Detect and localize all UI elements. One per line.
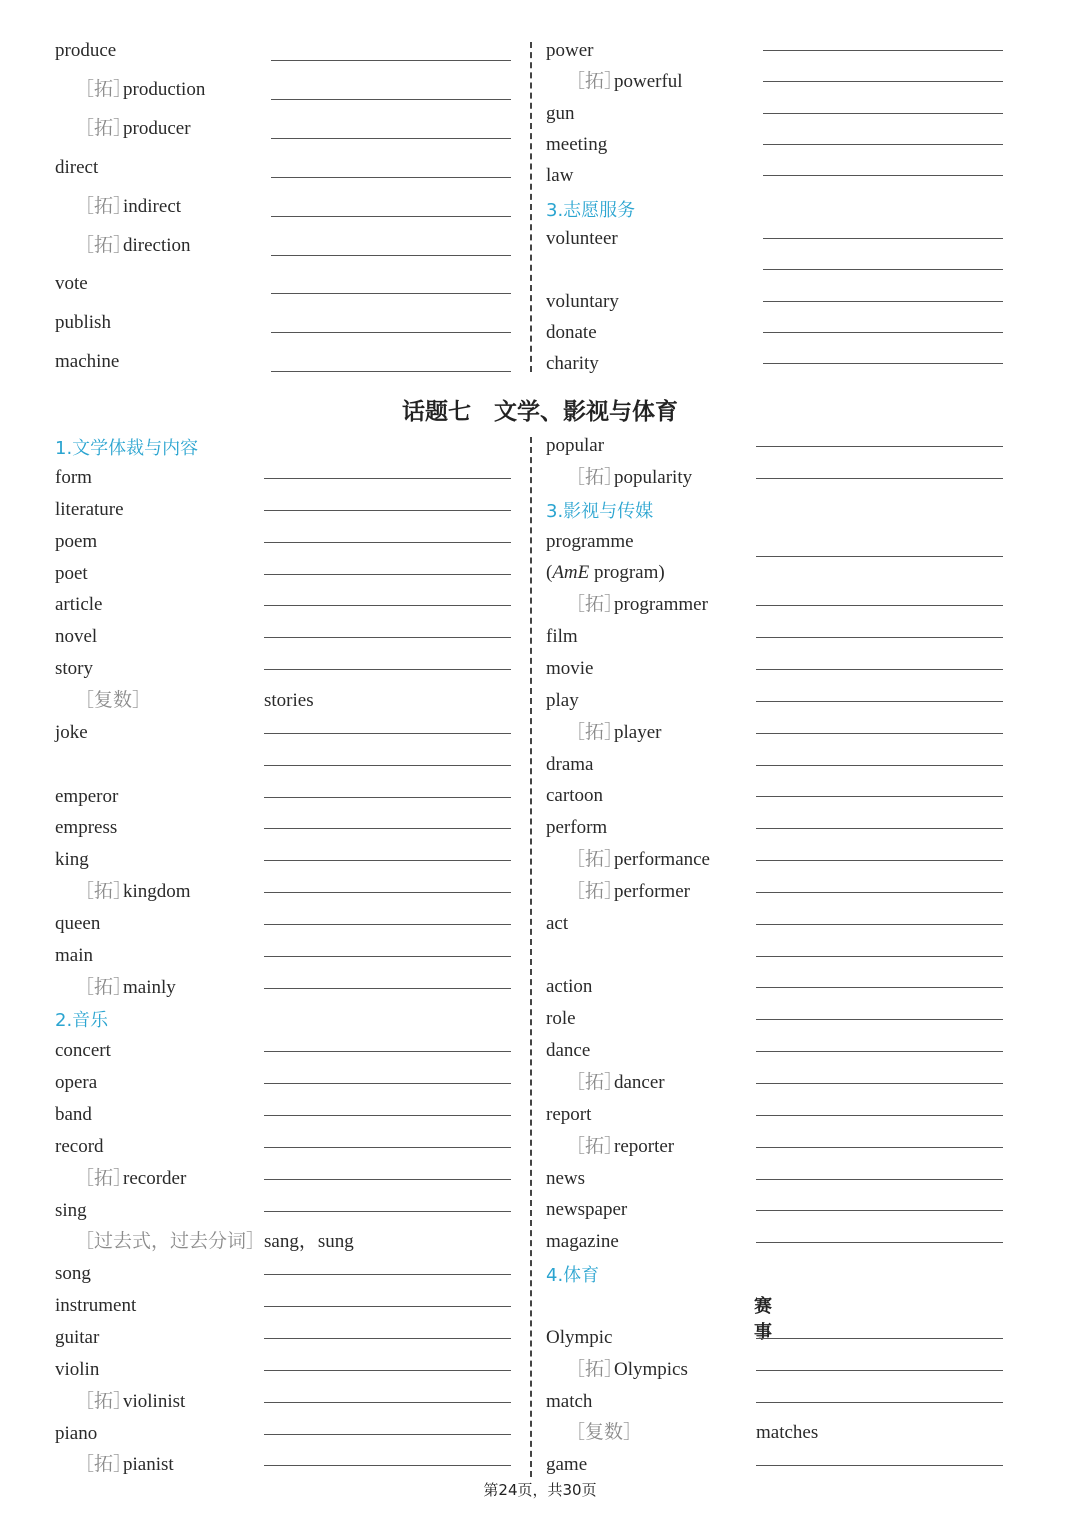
answer-blank[interactable]	[763, 332, 1003, 333]
vocab-word: dancer	[614, 1072, 665, 1093]
answer-blank[interactable]	[756, 987, 1003, 988]
vocab-word: perform	[546, 817, 608, 839]
answer-blank[interactable]	[264, 892, 511, 893]
answer-blank[interactable]	[763, 363, 1003, 364]
vocab-word: guitar	[55, 1326, 100, 1348]
tag-label: ［拓］	[75, 1167, 133, 1189]
vocab-word: volunteer	[546, 228, 618, 249]
tag-label: ［拓］	[75, 117, 133, 139]
vocab-word: charity	[546, 353, 599, 375]
answer-blank[interactable]	[756, 556, 1003, 557]
tag-label: ［拓］	[75, 78, 133, 100]
vocab-word: programme	[546, 530, 634, 552]
answer-blank[interactable]	[271, 216, 511, 217]
answer-blank[interactable]	[756, 1242, 1003, 1243]
vocab-word: dance	[546, 1040, 591, 1062]
answer-blank[interactable]	[756, 478, 1003, 479]
answer-blank[interactable]	[763, 144, 1003, 145]
vocab-word: empress	[55, 817, 118, 839]
answer-blank[interactable]	[264, 956, 511, 957]
answer-blank[interactable]	[271, 99, 511, 100]
vocab-word: poem	[55, 530, 98, 552]
answer-blank[interactable]	[763, 238, 1003, 239]
tag-label: ［拓］	[566, 466, 624, 488]
answer-text: stories	[264, 689, 314, 711]
answer-blank[interactable]	[756, 1115, 1003, 1116]
vocab-word: programmer	[614, 594, 708, 616]
answer-blank[interactable]	[756, 860, 1003, 861]
answer-blank[interactable]	[264, 924, 511, 925]
vocab-word: machine	[55, 351, 120, 373]
answer-text: matches	[756, 1422, 819, 1444]
sport-event-label: 赛事	[754, 1295, 772, 1343]
answer-blank[interactable]	[264, 510, 511, 511]
vocab-word: gun	[546, 102, 575, 124]
vocab-word: direction	[123, 234, 191, 256]
vocab-word: (AmE program)	[546, 562, 665, 584]
vocab-word: popularity	[614, 466, 693, 488]
tag-label: ［拓］	[75, 234, 133, 256]
answer-blank[interactable]	[264, 1402, 511, 1403]
vocab-word: story	[55, 658, 93, 680]
tag-label: ［拓］	[566, 594, 624, 616]
answer-blank[interactable]	[264, 1179, 511, 1180]
vocab-word: drama	[546, 753, 594, 775]
answer-blank[interactable]	[264, 605, 511, 606]
answer-blank[interactable]	[756, 733, 1003, 734]
tag-label: ［拓］	[75, 195, 133, 217]
answer-blank[interactable]	[756, 892, 1003, 893]
vocab-word: donate	[546, 321, 597, 343]
vocab-word: voluntary	[546, 290, 619, 312]
answer-blank[interactable]	[756, 1402, 1003, 1403]
vocab-word: form	[55, 467, 92, 488]
vocab-word: song	[55, 1263, 91, 1285]
vocab-word: concert	[55, 1040, 111, 1062]
vocab-word: article	[55, 594, 103, 616]
answer-blank[interactable]	[264, 1115, 511, 1116]
vocab-word: film	[546, 626, 578, 648]
vocab-word: emperor	[55, 785, 119, 807]
vocab-word: opera	[55, 1072, 98, 1094]
answer-blank[interactable]	[264, 733, 511, 734]
answer-blank[interactable]	[271, 293, 511, 294]
tag-label: ［复数］	[75, 689, 152, 711]
tag-label: ［拓］	[566, 721, 624, 743]
answer-blank[interactable]	[756, 1210, 1003, 1211]
vocab-word: movie	[546, 657, 594, 679]
vocab-word: act	[546, 912, 569, 934]
vocab-word: kingdom	[123, 881, 191, 903]
vocab-word: game	[546, 1454, 588, 1476]
answer-blank[interactable]	[763, 81, 1003, 82]
answer-blank[interactable]	[763, 301, 1003, 302]
answer-blank[interactable]	[271, 371, 511, 372]
answer-blank[interactable]	[264, 1274, 511, 1275]
answer-blank[interactable]	[756, 1465, 1003, 1466]
answer-blank[interactable]	[271, 60, 511, 61]
vocab-word: magazine	[546, 1231, 619, 1253]
answer-blank[interactable]	[271, 255, 511, 256]
vocab-word: king	[55, 849, 89, 871]
tag-label: ［拓］	[566, 880, 624, 902]
vocab-word: publish	[55, 312, 111, 334]
answer-blank[interactable]	[756, 605, 1003, 606]
vocab-word: produce	[55, 40, 117, 61]
vocab-word: player	[614, 721, 662, 743]
answer-blank[interactable]	[264, 637, 511, 638]
vocab-word: pianist	[123, 1454, 174, 1476]
vocab-word: sing	[55, 1199, 87, 1221]
vocab-word: play	[546, 689, 579, 711]
answer-blank[interactable]	[756, 1338, 1003, 1339]
vocab-word: Olympic	[546, 1326, 613, 1348]
vocab-word: meeting	[546, 133, 608, 155]
tag-label: ［拓］	[566, 1358, 624, 1380]
vocab-word: powerful	[614, 71, 683, 93]
vocab-word: vote	[55, 273, 88, 295]
answer-blank[interactable]	[756, 828, 1003, 829]
answer-blank[interactable]	[271, 332, 511, 333]
vocab-word: popular	[546, 435, 605, 456]
vocab-word: cartoon	[546, 785, 603, 807]
tag-label: ［拓］	[566, 1135, 624, 1157]
tag-label: ［拓］	[566, 1072, 624, 1093]
vocab-word: direct	[55, 156, 99, 178]
vocab-word: news	[546, 1167, 586, 1189]
answer-blank[interactable]	[756, 956, 1003, 957]
vocab-word: report	[546, 1103, 592, 1125]
answer-blank[interactable]	[763, 269, 1003, 270]
answer-blank[interactable]	[271, 177, 511, 178]
answer-blank[interactable]	[264, 1051, 511, 1052]
answer-blank[interactable]	[264, 765, 511, 766]
answer-blank[interactable]	[756, 765, 1003, 766]
answer-blank[interactable]	[763, 50, 1003, 51]
page-footer: 第24页，共30页	[483, 1481, 597, 1499]
vocab-word: Olympics	[614, 1358, 688, 1380]
vocab-word: violin	[55, 1358, 100, 1380]
tag-label: ［拓］	[566, 849, 624, 871]
vocab-word: poet	[55, 562, 88, 584]
answer-blank[interactable]	[756, 1083, 1003, 1084]
answer-blank[interactable]	[264, 1465, 511, 1466]
tag-label: ［复数］	[566, 1422, 643, 1444]
tag-label: ［拓］	[75, 1390, 133, 1412]
vocab-word: literature	[55, 498, 124, 520]
vocab-word: joke	[55, 721, 88, 743]
answer-blank[interactable]	[264, 1083, 511, 1084]
answer-blank[interactable]	[756, 669, 1003, 670]
answer-blank[interactable]	[264, 1370, 511, 1371]
answer-blank[interactable]	[756, 446, 1003, 447]
answer-blank[interactable]	[763, 175, 1003, 176]
answer-blank[interactable]	[756, 701, 1003, 702]
vocab-word: law	[546, 165, 574, 187]
answer-blank[interactable]	[763, 113, 1003, 114]
vocab-word: performer	[614, 880, 690, 902]
vocab-word: record	[55, 1135, 104, 1157]
vocab-word: reporter	[614, 1135, 675, 1157]
vocab-word: role	[546, 1008, 576, 1030]
vocab-word: producer	[123, 117, 191, 139]
vocab-word: instrument	[55, 1295, 137, 1317]
vocab-word: novel	[55, 626, 98, 648]
answer-blank[interactable]	[264, 669, 511, 670]
vocab-word: indirect	[123, 195, 182, 217]
answer-blank[interactable]	[756, 796, 1003, 797]
answer-blank[interactable]	[264, 478, 511, 479]
answer-blank[interactable]	[264, 1306, 511, 1307]
vocab-word: main	[55, 944, 93, 966]
answer-blank[interactable]	[756, 1147, 1003, 1148]
section-heading-music: 2.音乐	[55, 1010, 109, 1032]
answer-blank[interactable]	[756, 1179, 1003, 1180]
answer-blank[interactable]	[756, 1370, 1003, 1371]
answer-blank[interactable]	[264, 1211, 511, 1212]
vocab-word: mainly	[123, 976, 176, 998]
answer-blank[interactable]	[756, 1051, 1003, 1052]
section-heading-volunteer: 3.志愿服务	[546, 200, 636, 221]
vocab-word: recorder	[123, 1167, 187, 1189]
answer-blank[interactable]	[756, 637, 1003, 638]
section-heading-literature: 1.文学体裁与内容	[55, 438, 199, 459]
answer-blank[interactable]	[264, 828, 511, 829]
answer-blank[interactable]	[264, 574, 511, 575]
tag-label: ［拓］	[75, 1454, 133, 1476]
vocab-word: production	[123, 78, 206, 100]
tag-label: ［拓］	[566, 71, 624, 93]
main-divider	[530, 437, 532, 1477]
vocab-word: queen	[55, 912, 101, 934]
vocab-word: action	[546, 976, 593, 998]
answer-blank[interactable]	[264, 797, 511, 798]
tag-label: ［过去式，过去分词］	[75, 1231, 266, 1253]
topic-title: 话题七 文学、影视与体育	[402, 399, 678, 425]
answer-blank[interactable]	[264, 1434, 511, 1435]
top-divider	[530, 42, 532, 372]
answer-blank[interactable]	[264, 542, 511, 543]
answer-blank[interactable]	[264, 1338, 511, 1339]
section-heading-sports: 4.体育	[546, 1265, 600, 1287]
vocab-word: performance	[614, 849, 710, 871]
vocab-word: power	[546, 40, 594, 61]
answer-blank[interactable]	[756, 924, 1003, 925]
tag-label: ［拓］	[75, 976, 133, 998]
vocab-word: newspaper	[546, 1199, 628, 1221]
tag-label: ［拓］	[75, 881, 133, 903]
answer-blank[interactable]	[271, 138, 511, 139]
answer-text: sang，sung	[264, 1231, 354, 1253]
answer-blank[interactable]	[756, 1019, 1003, 1020]
answer-blank[interactable]	[264, 1147, 511, 1148]
vocab-word: band	[55, 1104, 92, 1125]
section-heading-media: 3.影视与传媒	[546, 500, 654, 522]
vocab-word: piano	[55, 1422, 98, 1444]
answer-blank[interactable]	[264, 988, 511, 989]
vocab-word: match	[546, 1390, 593, 1412]
answer-blank[interactable]	[264, 860, 511, 861]
vocab-word: violinist	[123, 1390, 186, 1412]
